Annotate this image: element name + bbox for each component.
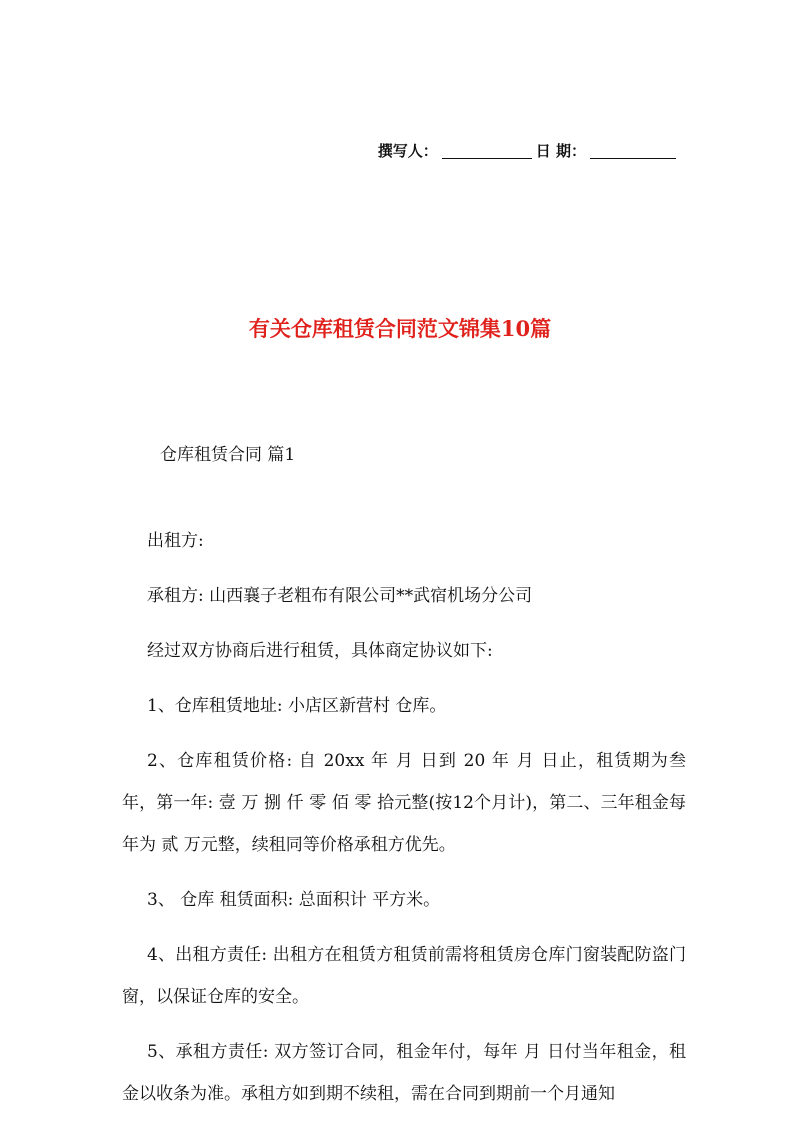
paragraph-lessee: 承租方: 山西襄子老粗布有限公司**武宿机场分公司 <box>147 586 533 606</box>
paragraph-lessor: 出租方: <box>147 531 204 551</box>
contract-body <box>122 520 686 1128</box>
document-title: 有关仓库租赁合同范文锦集10篇 <box>248 316 552 341</box>
paragraph-price: 2、仓库租赁价格: 自 20xx 年 月 日到 20 年 月 日止，租赁期为叁 年，第一年: 壹 万 捌 仟 零 佰 零 拾元整(按12个月计)，第二、三年租金每年为 贰 万元整，续租同等价格承租方优先。 <box>122 751 686 855</box>
paragraph-lessee-duty: 5、承租方责任: 双方签订合同，租金年付，每年 月 日付当年租金，租金以收条为准。承租方如到期不续租，需在合同到期前一个月通知 <box>122 1042 686 1104</box>
section-heading: 仓库租赁合同 篇1 <box>160 445 296 465</box>
date-label: 日 期： <box>535 142 586 160</box>
date-blank-field[interactable] <box>590 144 676 159</box>
paragraph-lessor-duty: 4、出租方责任: 出租方在租赁方租赁前需将租赁房仓库门窗装配防盗门窗，以保证仓库的安全。 <box>122 945 686 1007</box>
author-blank-field[interactable] <box>442 144 532 159</box>
author-date-line <box>378 140 680 161</box>
paragraph-agreement-intro: 经过双方协商后进行租赁，具体商定协议如下: <box>147 641 493 661</box>
paragraph-address: 1、仓库租赁地址: 小店区新营村 仓库。 <box>147 696 447 716</box>
author-label: 撰写人： <box>377 142 438 160</box>
paragraph-area: 3、 仓库 租赁面积: 总面积计 平方米。 <box>147 890 441 910</box>
